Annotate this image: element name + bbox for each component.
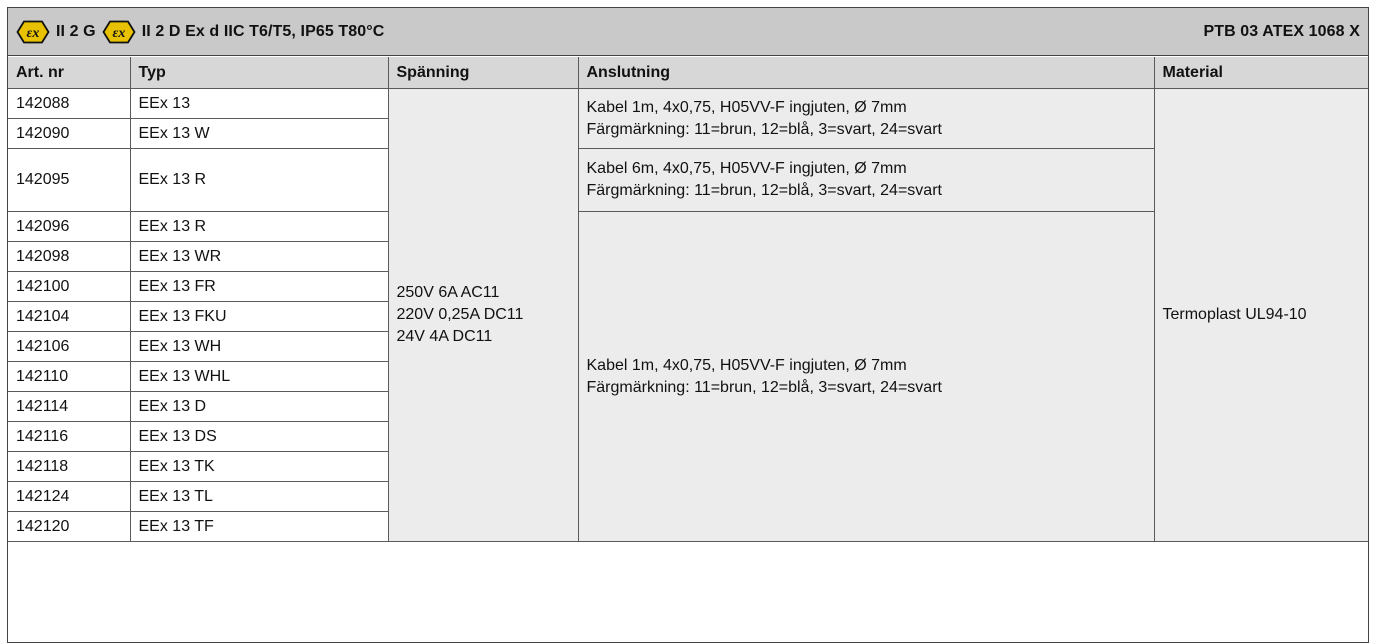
art-nr-cell: 142118 (8, 452, 130, 482)
art-nr-cell: 142090 (8, 119, 130, 149)
cable-spec: Kabel 6m, 4x0,75, H05VV-F ingjuten, Ø 7mm (586, 160, 907, 177)
color-coding: Färgmärkning: 11=brun, 12=blå, 3=svart, 24=svart (586, 120, 942, 138)
typ-cell: EEx 13 DS (130, 422, 388, 452)
typ-cell: EEx 13 FR (130, 272, 388, 302)
material-cell: Termoplast UL94-10 (1154, 89, 1368, 542)
color-coding: Färgmärkning: 11=brun, 12=blå, 3=svart, 24=svart (586, 378, 942, 396)
art-nr-cell: 142120 (8, 512, 130, 542)
ex-hexagon-icon (16, 20, 50, 44)
art-nr-cell: 142106 (8, 332, 130, 362)
voltage-line: 24V 4A DC11 (396, 328, 493, 345)
certificate-number: PTB 03 ATEX 1068 X (1203, 22, 1360, 40)
zone-gas-label: II 2 G (56, 22, 96, 40)
product-spec-sheet (7, 7, 1369, 643)
typ-cell: EEx 13 R (130, 149, 388, 212)
art-nr-cell: 142096 (8, 212, 130, 242)
typ-cell: EEx 13 WR (130, 242, 388, 272)
ex-hexagon-icon (102, 20, 136, 44)
table-row (8, 89, 1368, 119)
column-header-anslutning: Anslutning (578, 57, 1154, 89)
typ-cell: EEx 13 TK (130, 452, 388, 482)
voltage-line: 220V 0,25A DC11 (396, 306, 524, 323)
column-header-typ: Typ (130, 57, 388, 89)
header-row (8, 57, 1368, 89)
typ-cell: EEx 13 D (130, 392, 388, 422)
column-header-material: Material (1154, 57, 1368, 89)
typ-cell: EEx 13 WH (130, 332, 388, 362)
typ-cell: EEx 13 FKU (130, 302, 388, 332)
typ-cell: EEx 13 WHL (130, 362, 388, 392)
art-nr-cell: 142114 (8, 392, 130, 422)
svg-text:εx: εx (112, 25, 126, 41)
column-header-art-nr: Art. nr (8, 57, 130, 89)
marking-group (16, 20, 384, 44)
typ-cell: EEx 13 TF (130, 512, 388, 542)
voltage-line: 250V 6A AC11 (396, 284, 500, 301)
connection-cell (578, 149, 1154, 212)
svg-text:εx: εx (26, 25, 40, 41)
certification-bar (8, 8, 1368, 56)
typ-cell: EEx 13 (130, 89, 388, 119)
cable-spec: Kabel 1m, 4x0,75, H05VV-F ingjuten, Ø 7mm (586, 98, 907, 116)
color-coding: Färgmärkning: 11=brun, 12=blå, 3=svart, 24=svart (586, 182, 942, 199)
spec-table (8, 57, 1368, 542)
typ-cell: EEx 13 TL (130, 482, 388, 512)
art-nr-cell: 142088 (8, 89, 130, 119)
art-nr-cell: 142098 (8, 242, 130, 272)
zone-dust-marking-label: II 2 D Ex d IIC T6/T5, IP65 T80°C (141, 22, 385, 40)
art-nr-cell: 142104 (8, 302, 130, 332)
art-nr-cell: 142116 (8, 422, 130, 452)
connection-cell (578, 212, 1154, 542)
typ-cell: EEx 13 W (130, 119, 388, 149)
voltage-cell (388, 89, 578, 542)
column-header-spanning: Spänning (388, 57, 578, 89)
art-nr-cell: 142100 (8, 272, 130, 302)
art-nr-cell: 142110 (8, 362, 130, 392)
typ-cell: EEx 13 R (130, 212, 388, 242)
art-nr-cell: 142124 (8, 482, 130, 512)
art-nr-cell: 142095 (8, 149, 130, 212)
cable-spec: Kabel 1m, 4x0,75, H05VV-F ingjuten, Ø 7mm (586, 356, 907, 374)
connection-cell (578, 89, 1154, 149)
